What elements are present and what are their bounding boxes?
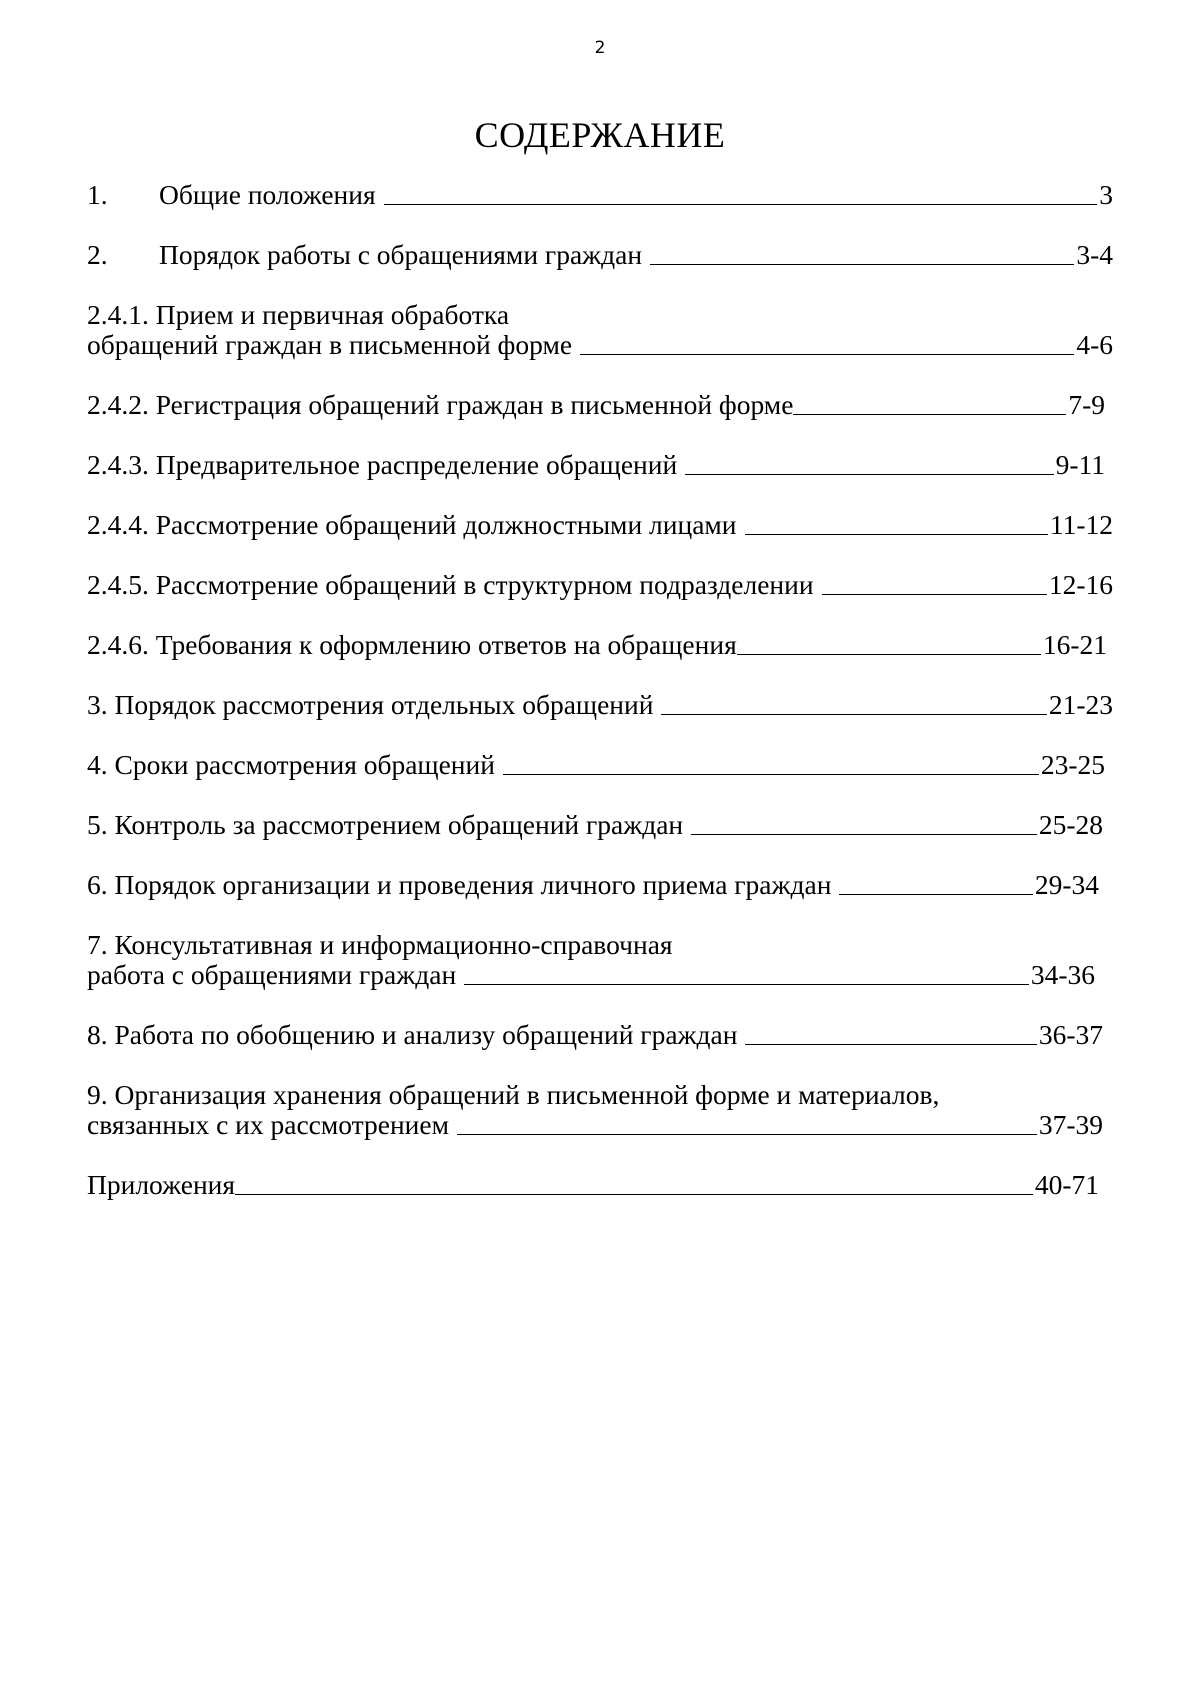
toc-line [87, 386, 1105, 420]
toc-entry-title: 4. Сроки рассмотрения обращений [87, 749, 495, 780]
toc-line [87, 806, 1103, 840]
toc-entry-title: 7. Консультативная и информационно-справочная [87, 929, 673, 960]
toc-line [87, 176, 1113, 210]
dot-leader [737, 654, 1041, 655]
toc-entry-title: 6. Порядок организации и проведения личного приема граждан [87, 869, 832, 900]
dot-leader [384, 204, 1098, 205]
toc-entry-text [87, 180, 376, 210]
dot-leader [745, 1044, 1036, 1045]
dot-leader [745, 534, 1048, 535]
toc-entry-title: работа с обращениями граждан [87, 959, 457, 990]
toc-line [87, 1106, 1103, 1140]
dot-leader [685, 474, 1053, 475]
toc-entry-page: 23-25 [1040, 749, 1105, 780]
toc-line [87, 236, 1113, 270]
toc-line [87, 296, 1113, 330]
toc-entry-title: 2.4.2. Регистрация обращений граждан в письменной форме [87, 389, 794, 420]
toc-entry-title: Порядок работы с обращениями граждан [159, 239, 643, 270]
toc-entry-title: 2.4.6. Требования к оформлению ответов на обращения [87, 629, 737, 660]
dot-leader [650, 264, 1074, 265]
toc-entry-page: 12-16 [1048, 569, 1113, 600]
dot-leader [661, 714, 1046, 715]
toc-entry-title: обращений граждан в письменной форме [87, 329, 573, 360]
toc-entry-page: 37-39 [1038, 1109, 1103, 1140]
toc-entry-number: 2. [87, 239, 108, 270]
toc-line [87, 326, 1113, 360]
toc-entry-page: 21-23 [1048, 689, 1113, 720]
toc-entry-page: 9-11 [1055, 449, 1105, 480]
toc-entry-page: 25-28 [1038, 809, 1103, 840]
toc-line [87, 1166, 1099, 1200]
dot-leader [457, 1134, 1037, 1135]
toc-entry-page: 7-9 [1068, 389, 1105, 420]
page-number: 2 [594, 38, 606, 58]
toc-line [87, 446, 1105, 480]
toc-line [87, 746, 1105, 780]
toc-entry-title: 9. Организация хранения обращений в письменной форме и материалов, [87, 1079, 940, 1110]
dot-leader [691, 834, 1037, 835]
toc-entry-title: 5. Контроль за рассмотрением обращений граждан [87, 809, 684, 840]
toc-title: СОДЕРЖАНИЕ [474, 115, 726, 155]
toc-entry-title: 2.4.4. Рассмотрение обращений должностными лицами [87, 509, 737, 540]
toc-entry-title: 2.4.3. Предварительное распределение обращений [87, 449, 678, 480]
toc-entry-text [87, 240, 642, 270]
dot-leader [580, 354, 1074, 355]
toc-entry-title: 3. Порядок рассмотрения отдельных обращений [87, 689, 654, 720]
toc-line [87, 1076, 1113, 1110]
toc-entry-title: 2.4.1. Прием и первичная обработка [87, 299, 510, 330]
toc-line [87, 686, 1113, 720]
toc-entry-title: 8. Работа по обобщению и анализу обращений граждан [87, 1019, 738, 1050]
toc-entry-page: 3 [1099, 179, 1113, 210]
dot-leader [235, 1194, 1033, 1195]
toc-entry-page: 3-4 [1076, 239, 1113, 270]
toc-entry-page: 4-6 [1076, 329, 1113, 360]
toc-entry-page: 36-37 [1038, 1019, 1103, 1050]
toc-entry-page: 16-21 [1042, 629, 1107, 660]
toc-entry-number: 1. [87, 179, 108, 210]
toc-line [87, 626, 1107, 660]
toc-entry-page: 34-36 [1030, 959, 1095, 990]
toc-entry-page: 40-71 [1034, 1169, 1099, 1200]
toc-line [87, 926, 1113, 960]
toc-entry-title: Приложения [87, 1169, 236, 1200]
toc-entry-page: 29-34 [1034, 869, 1099, 900]
dot-leader [503, 774, 1039, 775]
dot-leader [464, 984, 1029, 985]
dot-leader [822, 594, 1047, 595]
toc-entry-title: связанных с их рассмотрением [87, 1109, 450, 1140]
toc-entry-title: Общие положения [159, 179, 376, 210]
toc-entry-page: 11-12 [1049, 509, 1113, 540]
toc-line [87, 566, 1113, 600]
dot-leader [793, 414, 1066, 415]
toc-entry-title: 2.4.5. Рассмотрение обращений в структурном подразделении [87, 569, 814, 600]
toc-line [87, 956, 1095, 990]
dot-leader [839, 894, 1032, 895]
toc-line [87, 1016, 1103, 1050]
toc-line [87, 866, 1099, 900]
toc-line [87, 506, 1113, 540]
